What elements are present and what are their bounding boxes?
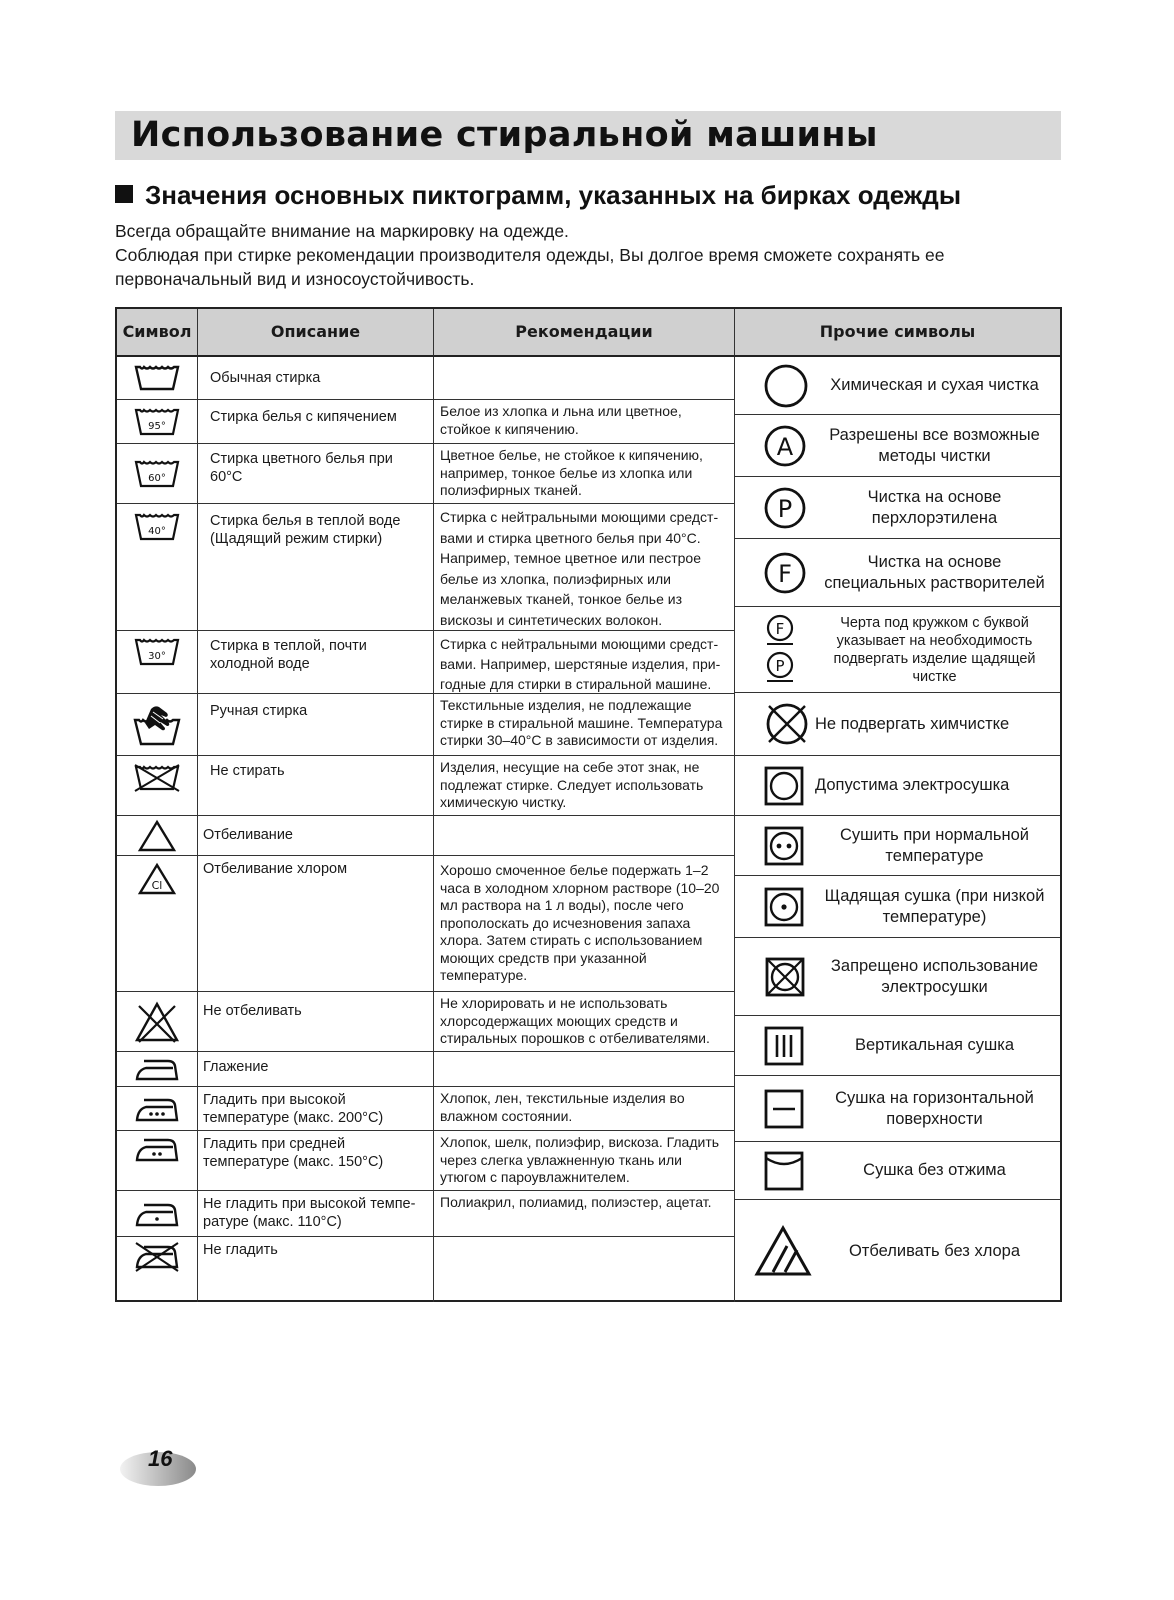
row-desc: Обычная стирка (198, 357, 434, 400)
row-rec: Полиакрил, полиамид, полиэстер, ацетат. (434, 1191, 735, 1237)
other-symbol-row (735, 1016, 1060, 1076)
row-rec (434, 816, 735, 856)
dry-clean-letter: P (775, 656, 785, 675)
other-symbol-text: Допустима электросушка (815, 776, 1010, 794)
row-desc: Не гладить (198, 1237, 434, 1302)
symbols-table (115, 307, 1062, 1302)
other-symbol-text: Сушить при нормальной температуре (840, 825, 1029, 865)
row-desc: Отбеливание (198, 816, 434, 856)
other-symbol-row (735, 693, 1060, 756)
tumble-dry-normal-icon (763, 825, 805, 867)
header-recommendations: Рекомендации (434, 309, 735, 357)
header-description: Описание (198, 309, 434, 357)
row-desc: Гладить при средней температуре (макс. 150°C) (198, 1131, 434, 1191)
dry-clean-f-icon (763, 551, 807, 595)
row-desc: Отбеливание хлором (198, 856, 434, 992)
row-rec: Текстильные изделия, не подлежащие стирке в стиральной машине. Температура стирки 30–40°C в зависимости от изделия. (434, 694, 735, 756)
other-symbol-row (735, 357, 1060, 415)
chlorine-bleach-icon (117, 856, 198, 992)
header-symbol: Символ (117, 309, 198, 357)
tumble-dry-low-icon (763, 886, 805, 928)
section-heading-text: Значения основных пиктограмм, указанных на бирках одежды (145, 180, 962, 210)
wash-tub-icon (117, 357, 198, 400)
other-symbol-row (735, 1076, 1060, 1142)
row-desc: Не гладить при высокой темпе-ратуре (макс. 110°C) (198, 1191, 434, 1237)
row-desc: Ручная стирка (198, 694, 434, 756)
wash-40-icon (117, 504, 198, 631)
drip-dry-icon (763, 1025, 805, 1067)
row-desc: Стирка цветного белья при 60°C (198, 444, 434, 504)
wash-temp-label: 30° (148, 651, 166, 662)
page-number-badge (118, 1444, 198, 1495)
wash-temp-label: 40° (148, 526, 166, 537)
tumble-dry-icon (763, 765, 805, 807)
other-symbol-text: Чистка на основе перхлорэтилена (867, 487, 1002, 527)
header-other: Прочие символы (735, 309, 1060, 357)
do-not-dry-clean-icon (763, 700, 811, 748)
bleach-icon (117, 816, 198, 856)
chlorine-label: Cl (151, 879, 163, 892)
other-symbol-row (735, 607, 1060, 693)
row-rec (434, 1052, 735, 1087)
other-symbol-text: Сушка на горизонтальной поверхности (835, 1088, 1034, 1128)
dry-no-spin-icon (763, 1150, 805, 1192)
row-desc: Стирка в теплой, почти холодной воде (198, 631, 434, 694)
row-rec: Стирка с нейтральными моющими средст-вами и стирка цветного белья при 40°C. Например, темное цветное или пестрое белье из хлопка, полиэфирных или меланжевых тканей, тонкое белье из вискозы и синтетических волокон. (434, 504, 735, 631)
iron-high-icon (117, 1087, 198, 1131)
page-number: 16 (148, 1446, 173, 1471)
other-symbol-row (735, 1142, 1060, 1200)
iron-icon (117, 1052, 198, 1087)
row-rec: Хорошо смоченное белье подержать 1–2 часа в холодном хлорном растворе (10–20 мл раствора на 1 л воды), после чего прополоскать до исчезновения запаха хлора. Затем стирать с использованием моющих средств при указанной температуре. (434, 856, 735, 992)
row-rec: Цветное белье, не стойкое к кипячению, например, тонкое белье из хлопка или полиэфирных тканей. (434, 444, 735, 504)
other-symbol-row (735, 477, 1060, 539)
dry-flat-icon (763, 1088, 805, 1130)
other-symbol-row (735, 938, 1060, 1016)
other-symbol-text: Чистка на основе специальных растворителей (824, 552, 1045, 592)
other-symbol-text: Разрешены все возможные методы чистки (829, 425, 1040, 465)
other-symbol-text: Запрещено использование электросушки (830, 956, 1039, 996)
square-bullet-icon (115, 185, 133, 203)
row-desc: Не отбеливать (198, 992, 434, 1052)
row-rec (434, 1237, 735, 1302)
dry-clean-p-icon (763, 486, 807, 530)
other-symbol-text: Щадящая сушка (при низкой температуре) (824, 886, 1045, 926)
dry-clean-a-icon (763, 424, 807, 468)
wash-95-icon (117, 400, 198, 444)
dry-clean-letter: P (777, 494, 793, 523)
other-symbol-row (735, 876, 1060, 938)
other-symbol-text: Не подвергать химчистке (815, 714, 1010, 733)
row-rec: Белое из хлопка и льна или цветное, стойкое к кипячению. (434, 400, 735, 444)
row-rec: Хлопок, шелк, полиэфир, вискоза. Гладить через слегка увлажненную ткань или утюгом с пароувлажнителем. (434, 1131, 735, 1191)
section-heading (115, 178, 961, 212)
other-symbol-text: Химическая и сухая чистка (830, 376, 1039, 394)
other-symbol-row (735, 756, 1060, 816)
intro-line: Соблюдая при стирке рекомендации производителя одежды, Вы долгое время сможете сохранять ее первоначальный вид и износоустойчивость. (115, 245, 945, 289)
do-not-wash-icon (117, 756, 198, 816)
row-desc: Не стирать (198, 756, 434, 816)
non-chlorine-bleach-icon (753, 1224, 813, 1278)
other-symbol-text: Отбеливать без хлора (848, 1241, 1021, 1260)
row-desc: Глажение (198, 1052, 434, 1087)
do-not-bleach-icon (117, 992, 198, 1052)
dry-clean-letter: F (775, 619, 785, 638)
other-symbol-row (735, 539, 1060, 607)
other-symbol-text: Вертикальная сушка (854, 1036, 1015, 1054)
other-symbol-row (735, 1200, 1060, 1302)
hand-wash-icon (117, 694, 198, 756)
row-rec: Хлопок, лен, текстильные изделия во влажном состоянии. (434, 1087, 735, 1131)
other-symbol-row (735, 816, 1060, 876)
row-rec: Изделия, несущие на себе этот знак, не подлежат стирке. Следует использовать химическую чистку. (434, 756, 735, 816)
other-symbol-row (735, 415, 1060, 477)
dry-clean-circle-icon (763, 363, 809, 409)
other-symbol-text: Сушка без отжима (863, 1161, 1006, 1179)
wash-temp-label: 60° (148, 472, 166, 484)
intro-line: Всегда обращайте внимание на маркировку на одежде. (115, 221, 569, 241)
gentle-dry-clean-icon (763, 613, 797, 687)
title-bar (115, 111, 1061, 160)
dry-clean-letter: F (778, 559, 792, 588)
row-desc: Стирка белья с кипячением (198, 400, 434, 444)
row-rec: Стирка с нейтральными моющими средст-вами. Например, шерстяные изделия, при-годные для стирки в стиральной машине. (434, 631, 735, 694)
wash-temp-label: 95° (148, 420, 166, 432)
other-symbol-text: Черта под кружком с буквой указывает на необходимость подвергать изделие щадящей чистке (833, 614, 1036, 685)
intro-text (115, 219, 1061, 291)
row-desc: Стирка белья в теплой воде (Щадящий режим стирки) (198, 504, 434, 631)
row-rec: Не хлорировать и не использовать хлорсодержащих моющих средств и стиральных порошков с отбеливателями. (434, 992, 735, 1052)
page-title: Использование стиральной машины (131, 115, 878, 155)
do-not-iron-icon (117, 1237, 198, 1302)
row-desc: Гладить при высокой температуре (макс. 200°C) (198, 1087, 434, 1131)
iron-medium-icon (117, 1131, 198, 1191)
do-not-tumble-dry-icon (763, 955, 807, 999)
wash-30-icon (117, 631, 198, 694)
iron-low-icon (117, 1191, 198, 1237)
wash-60-icon (117, 444, 198, 504)
row-rec (434, 357, 735, 400)
dry-clean-letter: A (776, 432, 794, 461)
